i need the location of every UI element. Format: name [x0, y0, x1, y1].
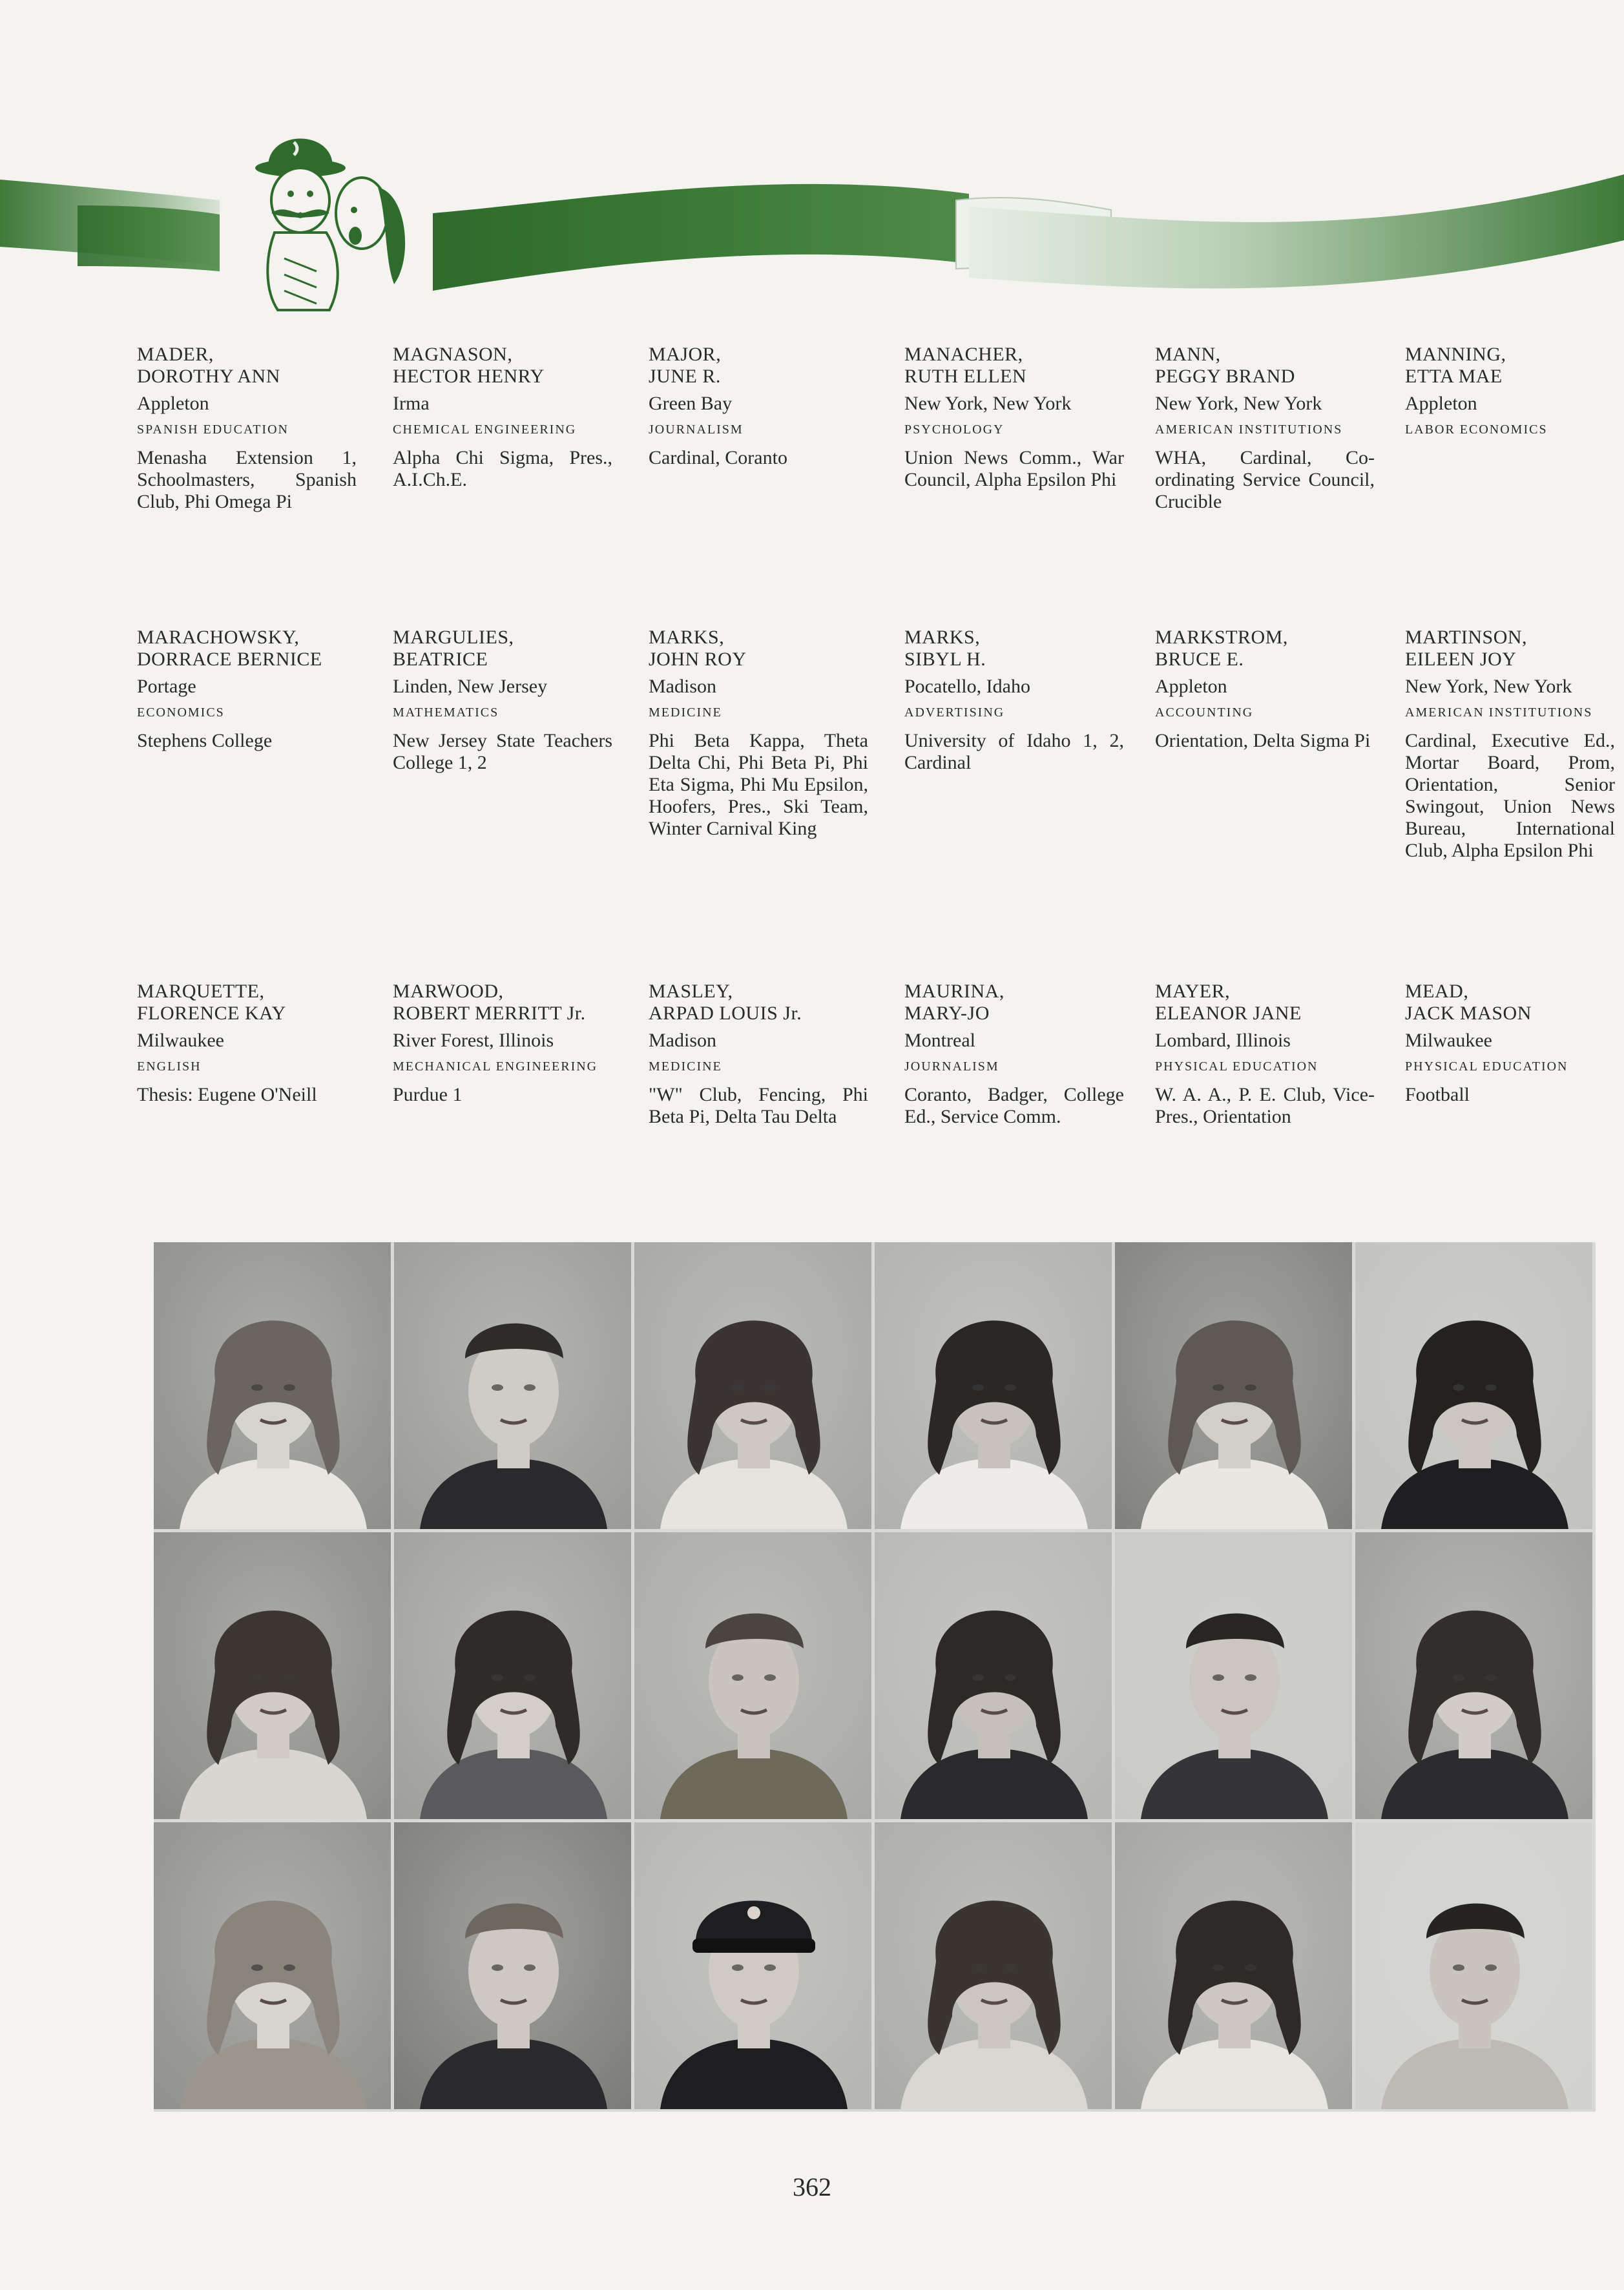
- student-entry: [137, 981, 357, 1106]
- student-given-name: HECTOR HENRY: [393, 366, 545, 387]
- student-surname: MAURINA,: [904, 981, 1005, 1002]
- student-entry: [1155, 344, 1375, 513]
- student-surname: MASLEY,: [649, 981, 733, 1002]
- portrait-photo: [1115, 1822, 1352, 2109]
- student-surname: MARKSTROM,: [1155, 627, 1288, 648]
- student-entry: [649, 627, 868, 840]
- student-activities: New Jersey State Teachers College 1, 2: [393, 730, 612, 773]
- student-given-name: MARY-JO: [904, 1003, 990, 1024]
- student-hometown: Madison: [649, 1030, 716, 1051]
- student-surname: MEAD,: [1405, 981, 1469, 1002]
- student-surname: MAYER,: [1155, 981, 1231, 1002]
- student-hometown: Linden, New Jersey: [393, 676, 548, 697]
- student-department: AMERICAN INSTITUTIONS: [1405, 705, 1593, 720]
- student-activities: Union News Comm., War Council, Alpha Epsilon Phi: [904, 447, 1124, 490]
- student-surname: MARKS,: [904, 627, 981, 648]
- student-activities: "W" Club, Fencing, Phi Beta Pi, Delta Tau Delta: [649, 1084, 868, 1127]
- portrait-photo: [1355, 1822, 1592, 2109]
- student-department: CHEMICAL ENGINEERING: [393, 422, 577, 437]
- student-hometown: New York, New York: [904, 393, 1072, 414]
- student-department: JOURNALISM: [904, 1059, 999, 1074]
- page-number: 362: [793, 2172, 831, 2202]
- student-entry: [904, 344, 1124, 491]
- portrait-photo: [875, 1822, 1112, 2109]
- student-department: ECONOMICS: [137, 705, 225, 720]
- student-hometown: River Forest, Illinois: [393, 1030, 554, 1051]
- student-entry: [137, 344, 357, 513]
- student-hometown: Madison: [649, 676, 716, 697]
- portrait-photo: [1355, 1242, 1592, 1529]
- student-hometown: Lombard, Illinois: [1155, 1030, 1291, 1051]
- student-surname: MARKS,: [649, 627, 725, 648]
- student-surname: MANNING,: [1405, 344, 1506, 365]
- student-activities: Cardinal, Coranto: [649, 447, 787, 468]
- student-activities: Cardinal, Executive Ed., Mortar Board, Prom, Orientation, Senior Swingout, Union News Bureau, International Club, Alpha Epsilon Phi: [1405, 730, 1615, 861]
- student-given-name: SIBYL H.: [904, 649, 986, 670]
- student-entry: [137, 627, 357, 752]
- student-activities: University of Idaho 1, 2, Cardinal: [904, 730, 1124, 773]
- portrait-photo-grid: [154, 1242, 1596, 2112]
- student-given-name: EILEEN JOY: [1405, 649, 1517, 670]
- student-surname: MARACHOWSKY,: [137, 627, 300, 648]
- student-given-name: ELEANOR JANE: [1155, 1003, 1302, 1024]
- student-department: ACCOUNTING: [1155, 705, 1254, 720]
- portrait-photo: [634, 1532, 871, 1819]
- student-entry: [1405, 344, 1615, 447]
- student-given-name: JUNE R.: [649, 366, 721, 387]
- student-activities: Football: [1405, 1084, 1470, 1105]
- student-surname: MARTINSON,: [1405, 627, 1528, 648]
- student-activities: Phi Beta Kappa, Theta Delta Chi, Phi Beta Pi, Phi Eta Sigma, Phi Mu Epsilon, Hoofers, Pres., Ski Team, Winter Carnival King: [649, 730, 868, 839]
- portrait-photo: [1115, 1532, 1352, 1819]
- student-department: PHYSICAL EDUCATION: [1405, 1059, 1568, 1074]
- student-activities: Coranto, Badger, College Ed., Service Comm.: [904, 1084, 1124, 1127]
- student-hometown: New York, New York: [1155, 393, 1322, 414]
- portrait-photo: [634, 1822, 871, 2109]
- student-department: MEDICINE: [649, 705, 722, 720]
- student-hometown: New York, New York: [1405, 676, 1572, 697]
- student-hometown: Milwaukee: [1405, 1030, 1492, 1051]
- student-surname: MANN,: [1155, 344, 1221, 365]
- student-given-name: BRUCE E.: [1155, 649, 1244, 670]
- student-entry: [1405, 627, 1615, 862]
- student-given-name: DORRACE BERNICE: [137, 649, 322, 670]
- student-surname: MAJOR,: [649, 344, 722, 365]
- student-given-name: JACK MASON: [1405, 1003, 1532, 1024]
- student-hometown: Irma: [393, 393, 430, 414]
- portrait-photo: [154, 1242, 391, 1529]
- student-surname: MAGNASON,: [393, 344, 513, 365]
- student-given-name: ETTA MAE: [1405, 366, 1503, 387]
- student-hometown: Appleton: [1155, 676, 1227, 697]
- student-department: MATHEMATICS: [393, 705, 499, 720]
- student-entry: [393, 981, 612, 1106]
- student-surname: MARQUETTE,: [137, 981, 265, 1002]
- student-hometown: Milwaukee: [137, 1030, 224, 1051]
- student-activities: Alpha Chi Sigma, Pres., A.I.Ch.E.: [393, 447, 612, 490]
- student-department: AMERICAN INSTITUTIONS: [1155, 422, 1343, 437]
- student-entry: [1405, 981, 1615, 1106]
- student-given-name: ARPAD LOUIS Jr.: [649, 1003, 802, 1024]
- portrait-photo: [394, 1822, 631, 2109]
- student-given-name: JOHN ROY: [649, 649, 747, 670]
- student-given-name: ROBERT MERRITT Jr.: [393, 1003, 586, 1024]
- student-entry: [904, 627, 1124, 774]
- student-surname: MARWOOD,: [393, 981, 504, 1002]
- student-activities: Purdue 1: [393, 1084, 463, 1105]
- student-surname: MADER,: [137, 344, 214, 365]
- student-department: SPANISH EDUCATION: [137, 422, 289, 437]
- student-hometown: Montreal: [904, 1030, 975, 1051]
- student-department: PSYCHOLOGY: [904, 422, 1005, 437]
- student-given-name: DOROTHY ANN: [137, 366, 280, 387]
- student-department: ADVERTISING: [904, 705, 1005, 720]
- student-entry: [393, 627, 612, 774]
- student-activities: W. A. A., P. E. Club, Vice-Pres., Orientation: [1155, 1084, 1375, 1127]
- mascot-cartoon-icon: [239, 110, 420, 317]
- portrait-photo: [875, 1242, 1112, 1529]
- student-activities: Orientation, Delta Sigma Pi: [1155, 730, 1371, 751]
- student-entry: [1155, 627, 1375, 752]
- student-department: JOURNALISM: [649, 422, 744, 437]
- student-hometown: Portage: [137, 676, 196, 697]
- portrait-photo: [154, 1822, 391, 2109]
- student-activities: WHA, Cardinal, Co-ordinating Service Council, Crucible: [1155, 447, 1375, 512]
- student-given-name: BEATRICE: [393, 649, 488, 670]
- portrait-photo: [1115, 1242, 1352, 1529]
- student-department: MECHANICAL ENGINEERING: [393, 1059, 598, 1074]
- student-hometown: Appleton: [1405, 393, 1477, 414]
- student-entry: [649, 981, 868, 1128]
- portrait-photo: [634, 1242, 871, 1529]
- student-hometown: Pocatello, Idaho: [904, 676, 1030, 697]
- student-activities: Stephens College: [137, 730, 273, 751]
- student-entry: [1155, 981, 1375, 1128]
- portrait-photo: [875, 1532, 1112, 1819]
- student-hometown: Appleton: [137, 393, 209, 414]
- portrait-photo: [394, 1532, 631, 1819]
- portrait-photo: [1355, 1532, 1592, 1819]
- student-department: LABOR ECONOMICS: [1405, 422, 1548, 437]
- student-entry: [904, 981, 1124, 1128]
- student-entry: [393, 344, 612, 491]
- student-surname: MARGULIES,: [393, 627, 514, 648]
- student-department: ENGLISH: [137, 1059, 202, 1074]
- student-given-name: PEGGY BRAND: [1155, 366, 1295, 387]
- student-given-name: FLORENCE KAY: [137, 1003, 286, 1024]
- student-entry: [649, 344, 868, 469]
- student-given-name: RUTH ELLEN: [904, 366, 1027, 387]
- student-hometown: Green Bay: [649, 393, 733, 414]
- portrait-photo: [394, 1242, 631, 1529]
- student-department: MEDICINE: [649, 1059, 722, 1074]
- student-surname: MANACHER,: [904, 344, 1023, 365]
- student-activities: Thesis: Eugene O'Neill: [137, 1084, 317, 1105]
- student-activities: Menasha Extension 1, Schoolmasters, Spanish Club, Phi Omega Pi: [137, 447, 357, 512]
- portrait-photo: [154, 1532, 391, 1819]
- student-department: PHYSICAL EDUCATION: [1155, 1059, 1318, 1074]
